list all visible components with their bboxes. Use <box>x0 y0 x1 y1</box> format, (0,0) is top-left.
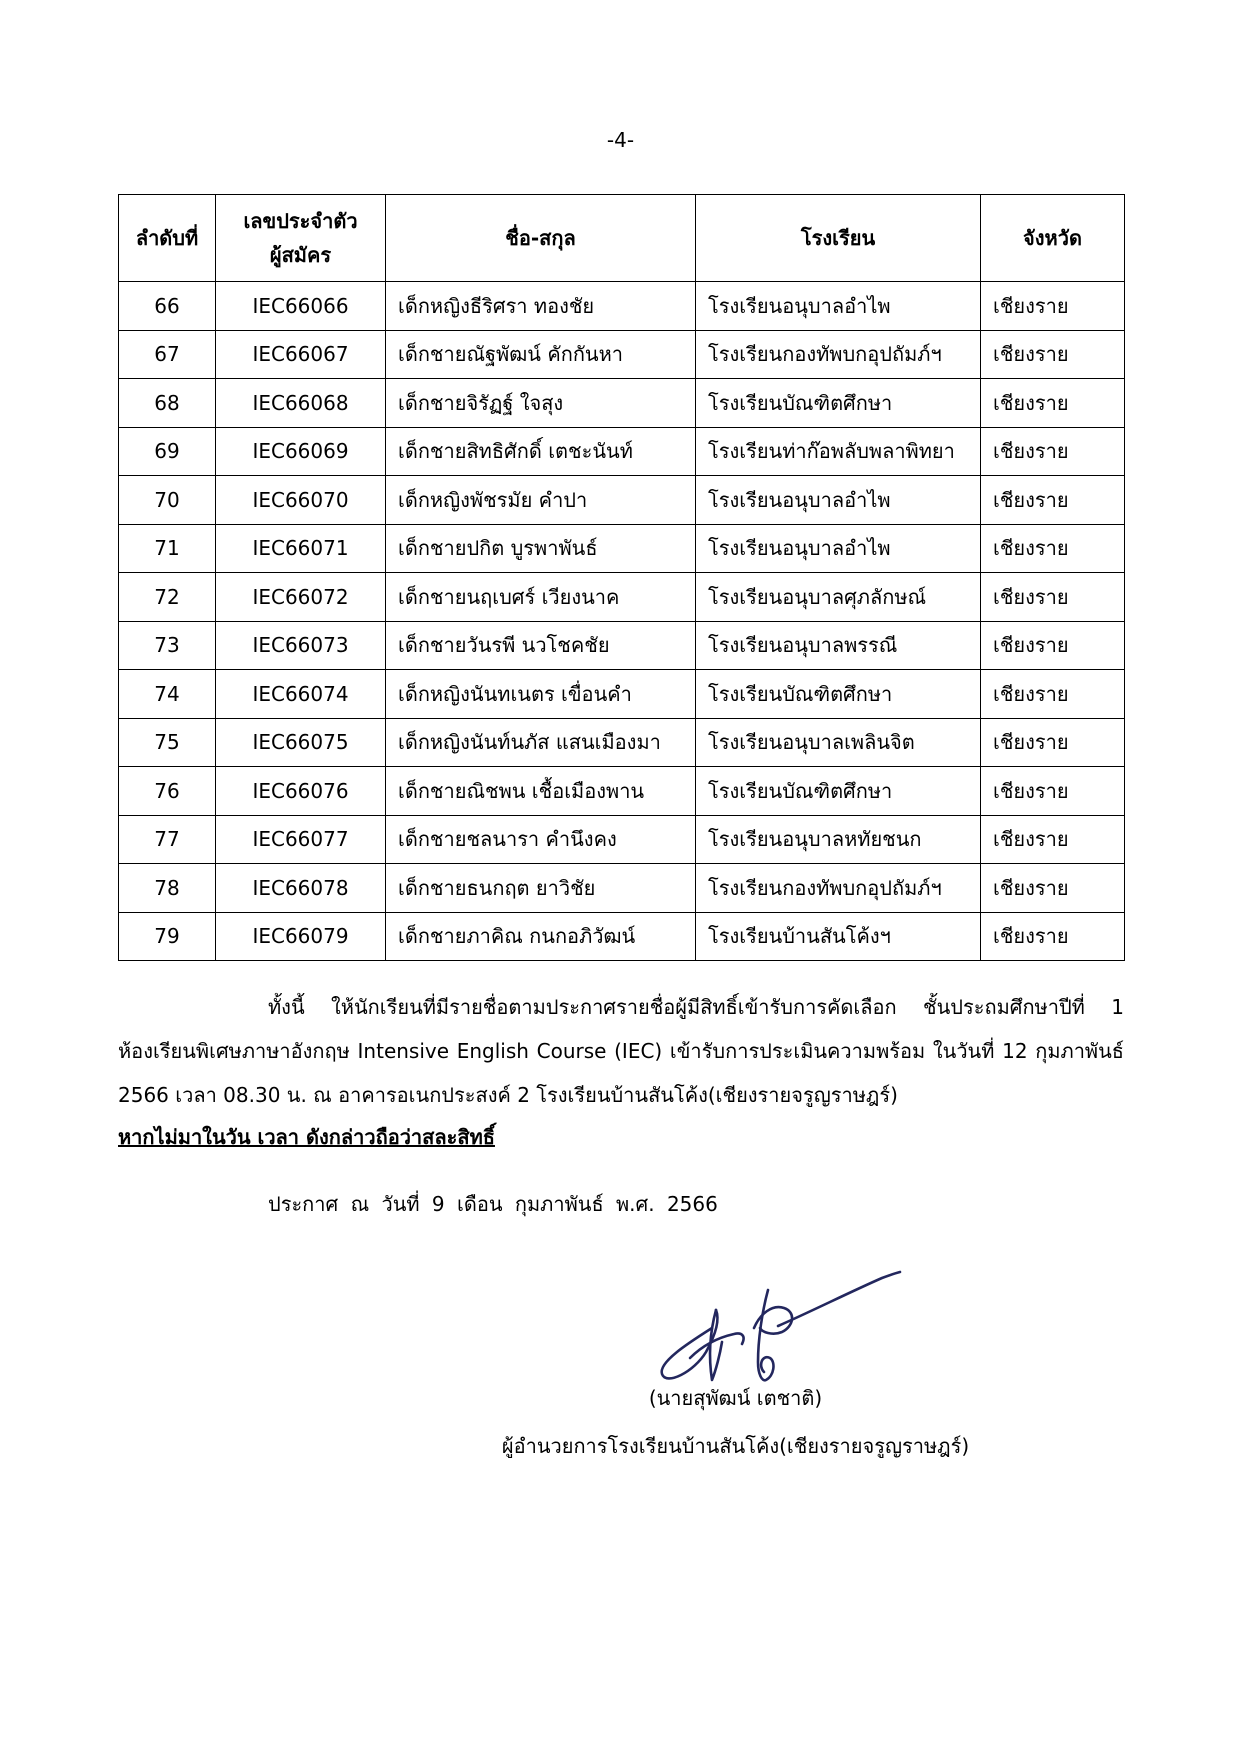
table-row <box>119 864 1125 913</box>
applicant-table <box>118 194 1125 961</box>
cell-applicant-id: IEC66068 <box>216 379 386 428</box>
table-row <box>119 767 1125 816</box>
cell-school: โรงเรียนอนุบาลอำไพ <box>696 282 981 331</box>
cell-school: โรงเรียนกองทัพบกอุปถัมภ์ฯ <box>696 330 981 379</box>
header-applicant-id-line1: เลขประจำตัว <box>243 209 358 233</box>
table-row <box>119 621 1125 670</box>
cell-province: เชียงราย <box>981 621 1125 670</box>
proclamation-date: ประกาศ ณ วันที่ 9 เดือน กุมภาพันธ์ พ.ศ. 2566 <box>268 1192 718 1216</box>
cell-order: 77 <box>119 815 216 864</box>
table-row <box>119 427 1125 476</box>
header-applicant-id-line2: ผู้สมัคร <box>269 243 332 267</box>
cell-name: เด็กชายปกิต บูรพาพันธ์ <box>386 524 696 573</box>
cell-name: เด็กชายวันรพี นวโชคชัย <box>386 621 696 670</box>
cell-order: 70 <box>119 476 216 525</box>
cell-applicant-id: IEC66073 <box>216 621 386 670</box>
cell-school: โรงเรียนบัณฑิตศึกษา <box>696 670 981 719</box>
table-row <box>119 815 1125 864</box>
cell-order: 74 <box>119 670 216 719</box>
table-row <box>119 282 1125 331</box>
cell-province: เชียงราย <box>981 767 1125 816</box>
cell-applicant-id: IEC66078 <box>216 864 386 913</box>
header-order: ลำดับที่ <box>119 195 216 282</box>
cell-applicant-id: IEC66072 <box>216 573 386 622</box>
announcement-paragraph <box>118 985 1124 1117</box>
cell-province: เชียงราย <box>981 330 1125 379</box>
header-applicant-id <box>216 195 386 282</box>
cell-province: เชียงราย <box>981 427 1125 476</box>
cell-school: โรงเรียนอนุบาลเพลินจิต <box>696 718 981 767</box>
table-row <box>119 330 1125 379</box>
page-number: -4- <box>606 128 635 152</box>
header-name: ชื่อ-สกุล <box>386 195 696 282</box>
cell-order: 75 <box>119 718 216 767</box>
cell-name: เด็กชายภาคิณ กนกอภิวัฒน์ <box>386 912 696 961</box>
cell-school: โรงเรียนกองทัพบกอุปถัมภ์ฯ <box>696 864 981 913</box>
cell-school: โรงเรียนบัณฑิตศึกษา <box>696 379 981 428</box>
cell-name: เด็กหญิงนันทเนตร เขื่อนคำ <box>386 670 696 719</box>
cell-province: เชียงราย <box>981 524 1125 573</box>
cell-name: เด็กชายธนกฤต ยาวิชัย <box>386 864 696 913</box>
cell-province: เชียงราย <box>981 912 1125 961</box>
cell-applicant-id: IEC66079 <box>216 912 386 961</box>
cell-province: เชียงราย <box>981 476 1125 525</box>
header-province: จังหวัด <box>981 195 1125 282</box>
cell-order: 66 <box>119 282 216 331</box>
cell-name: เด็กหญิงนันท์นภัส แสนเมืองมา <box>386 718 696 767</box>
cell-applicant-id: IEC66071 <box>216 524 386 573</box>
cell-name: เด็กชายณิชพน เชื้อเมืองพาน <box>386 767 696 816</box>
table-row <box>119 573 1125 622</box>
cell-applicant-id: IEC66069 <box>216 427 386 476</box>
signature-image <box>650 1262 950 1392</box>
cell-school: โรงเรียนอนุบาลศุภลักษณ์ <box>696 573 981 622</box>
table-row <box>119 912 1125 961</box>
cell-order: 67 <box>119 330 216 379</box>
cell-school: โรงเรียนท่าก๊อพลับพลาพิทยา <box>696 427 981 476</box>
cell-province: เชียงราย <box>981 282 1125 331</box>
signer-title: ผู้อำนวยการโรงเรียนบ้านสันโค้ง(เชียงรายจรูญราษฎร์) <box>501 1434 970 1458</box>
cell-province: เชียงราย <box>981 573 1125 622</box>
table-row <box>119 670 1125 719</box>
cell-applicant-id: IEC66074 <box>216 670 386 719</box>
cell-applicant-id: IEC66070 <box>216 476 386 525</box>
cell-applicant-id: IEC66067 <box>216 330 386 379</box>
cell-school: โรงเรียนอนุบาลอำไพ <box>696 476 981 525</box>
cell-applicant-id: IEC66075 <box>216 718 386 767</box>
table-row <box>119 718 1125 767</box>
cell-applicant-id: IEC66066 <box>216 282 386 331</box>
cell-name: เด็กหญิงธีริศรา ทองชัย <box>386 282 696 331</box>
cell-name: เด็กชายชลนารา คำนึงคง <box>386 815 696 864</box>
cell-province: เชียงราย <box>981 815 1125 864</box>
announcement-text: ทั้งนี้ ให้นักเรียนที่มีรายชื่อตามประกาศรายชื่อผู้มีสิทธิ์เข้ารับการคัดเลือก ชั้นประถมศึกษาปีที่ 1 ห้องเรียนพิเศษภาษาอังกฤษ Intensive English Course (IEC) เข้ารับการประเมินความพร้อม ในวันที่ 12 กุมภาพันธ์ 2566 เวลา 08.30 น. ณ อาคารอเนกประสงค์ 2 โรงเรียนบ้านสันโค้ง(เชียงรายจรูญราษฎร์) <box>118 995 1124 1107</box>
cell-school: โรงเรียนบัณฑิตศึกษา <box>696 767 981 816</box>
cell-order: 78 <box>119 864 216 913</box>
cell-province: เชียงราย <box>981 864 1125 913</box>
cell-name: เด็กชายสิทธิศักดิ์ เตชะนันท์ <box>386 427 696 476</box>
cell-province: เชียงราย <box>981 670 1125 719</box>
cell-order: 69 <box>119 427 216 476</box>
signer-name: (นายสุพัฒน์ เตชาติ) <box>648 1386 823 1410</box>
cell-applicant-id: IEC66076 <box>216 767 386 816</box>
cell-school: โรงเรียนอนุบาลพรรณี <box>696 621 981 670</box>
table-row <box>119 476 1125 525</box>
cell-school: โรงเรียนบ้านสันโค้งฯ <box>696 912 981 961</box>
cell-order: 73 <box>119 621 216 670</box>
cell-order: 71 <box>119 524 216 573</box>
cell-order: 68 <box>119 379 216 428</box>
table-row <box>119 524 1125 573</box>
cell-applicant-id: IEC66077 <box>216 815 386 864</box>
cell-order: 72 <box>119 573 216 622</box>
header-school: โรงเรียน <box>696 195 981 282</box>
cell-order: 76 <box>119 767 216 816</box>
cell-province: เชียงราย <box>981 718 1125 767</box>
cell-name: เด็กหญิงพัชรมัย คำปา <box>386 476 696 525</box>
cell-order: 79 <box>119 912 216 961</box>
cell-name: เด็กชายนฤเบศร์ เวียงนาค <box>386 573 696 622</box>
cell-name: เด็กชายจิรัฏฐ์ ใจสุง <box>386 379 696 428</box>
cell-province: เชียงราย <box>981 379 1125 428</box>
table-body <box>119 282 1125 961</box>
forfeit-warning: หากไม่มาในวัน เวลา ดังกล่าวถือว่าสละสิทธิ์ <box>118 1125 495 1149</box>
table-header-row <box>119 195 1125 282</box>
cell-school: โรงเรียนอนุบาลอำไพ <box>696 524 981 573</box>
table-row <box>119 379 1125 428</box>
cell-school: โรงเรียนอนุบาลหทัยชนก <box>696 815 981 864</box>
cell-name: เด็กชายณัฐพัฒน์ คักกันหา <box>386 330 696 379</box>
